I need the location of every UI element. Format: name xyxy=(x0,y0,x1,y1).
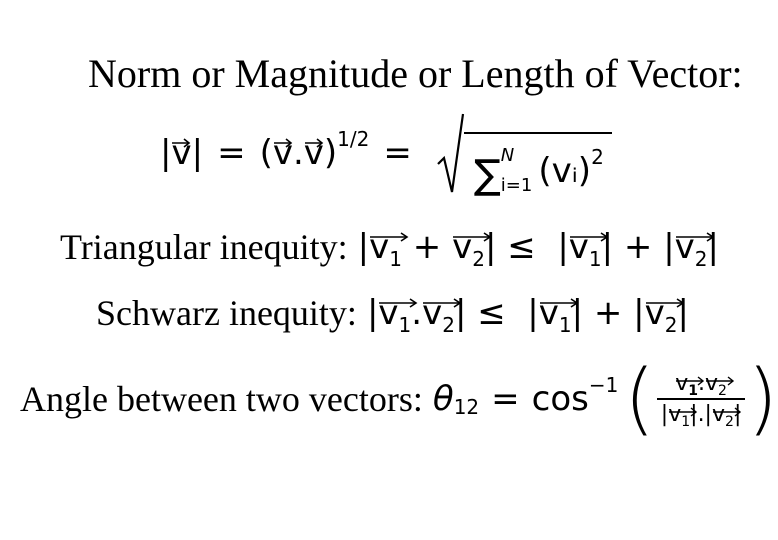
norm-formula xyxy=(160,112,612,198)
fraction-denominator: |v $_1$|.|v $_2$| xyxy=(660,402,742,430)
theta-symbol: θ xyxy=(432,379,454,419)
angle-formula xyxy=(20,354,778,444)
equals-sign: = xyxy=(491,379,520,419)
sum-symbol: ∑ xyxy=(473,152,501,198)
angle-label: Angle between two vectors: xyxy=(20,379,423,419)
term-exponent: 2 xyxy=(591,145,604,169)
triangular-label: Triangular inequity: xyxy=(60,227,348,267)
equals-sign: = xyxy=(217,133,246,173)
left-paren: ( xyxy=(624,354,655,444)
radicand xyxy=(464,132,612,198)
sum-limits xyxy=(500,145,533,196)
dot-product-expr: (v .v ) xyxy=(259,133,338,173)
sum-term: (vᵢ) xyxy=(538,151,592,191)
angle-fraction xyxy=(657,371,746,430)
radical-sign-icon xyxy=(436,112,464,194)
sum-lower-limit: i=1 xyxy=(500,175,533,196)
cos-inverse-exponent: −1 xyxy=(588,373,619,397)
schwarz-inequity xyxy=(96,292,689,337)
theta-subscript: 12 xyxy=(453,395,480,419)
triangular-inequity xyxy=(60,226,719,271)
page-title: Norm or Magnitude or Length of Vector: xyxy=(88,51,743,96)
fraction-numerator: v $_1$.v $_2$ xyxy=(671,371,731,398)
right-paren: ) xyxy=(747,354,778,444)
square-root xyxy=(436,112,612,198)
schwarz-expr: |v $_1$.v $_2$| ≤ |v $_1$| + |v $_2$| xyxy=(366,293,689,337)
equals-sign: = xyxy=(383,133,412,173)
schwarz-label: Schwarz inequity: xyxy=(96,293,357,333)
exponent-half: 1/2 xyxy=(337,127,370,151)
cos-function: cos xyxy=(531,379,589,419)
triangular-expr: |v $_1$ + v $_2$| ≤ |v $_1$| + |v $_2$| xyxy=(357,227,719,271)
norm-lhs: |v | xyxy=(160,133,204,173)
sum-upper-limit: N xyxy=(500,145,515,166)
